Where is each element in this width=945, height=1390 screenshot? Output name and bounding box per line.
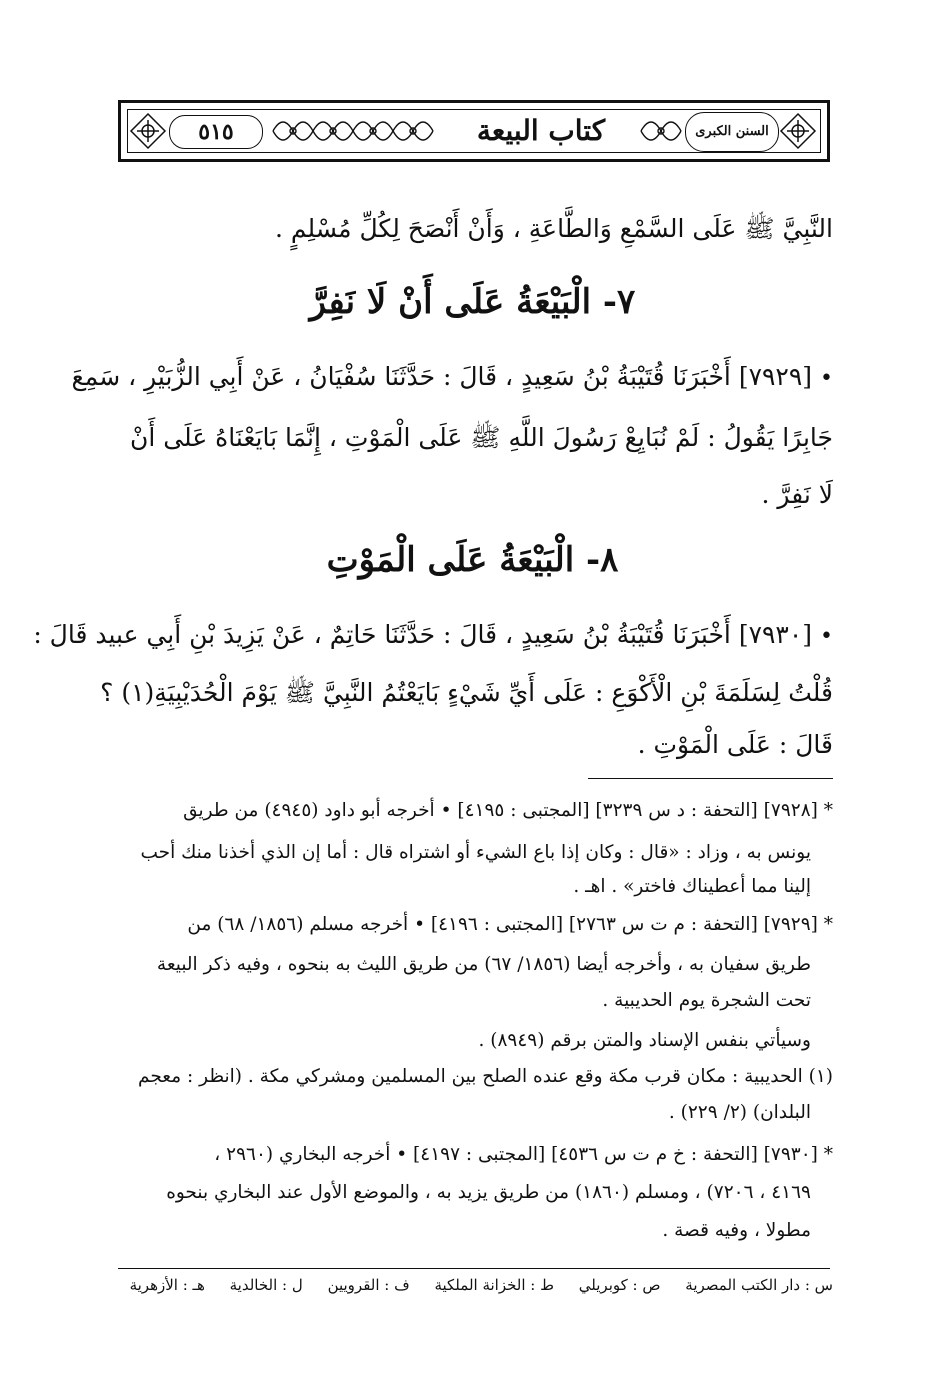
footnote-line: * [٧٩٣٠] [التحفة : خ م ت س ٤٥٣٦] [المجتبى : ٤١٩٧] • أخرجه البخاري (٢٩٦٠ ،: [214, 1144, 833, 1165]
footnote-line: * [٧٩٢٩] [التحفة : م ت س ٢٧٦٣] [المجتبى : ٤١٩٦] • أخرجه مسلم (١٨٥٦/ ٦٨) من: [187, 914, 833, 935]
page-header-banner: [118, 100, 830, 162]
section-heading: ٧- الْبَيْعَةُ عَلَى أَنْ لَا نَفِرَّ: [309, 282, 636, 322]
footnote-line: إلينا مما أعطيناك فاختر» . اهـ .: [573, 876, 811, 897]
manuscript-legend: [121, 1276, 833, 1294]
footnote-divider: [588, 778, 833, 779]
bullet-icon: •: [820, 624, 833, 649]
footnote-line: ٤١٦٩ ، ٧٢٠٦) ، ومسلم (١٨٦٠) من طريق يزيد به ، والموضع الأول عند البخاري بنحوه: [166, 1182, 811, 1203]
legend-item: هـ : الأزهرية: [129, 1276, 205, 1294]
footnote-line: وسيأتي بنفس الإسناد والمتن برقم (٨٩٤٩) .: [478, 1030, 811, 1051]
text-line: قَالَ : عَلَى الْمَوْتِ .: [637, 730, 833, 759]
footnote-line: (١) الحديبية : مكان قرب مكة وقع عنده الصلح بين المسلمين ومشركي مكة . (انظر : معجم: [138, 1066, 833, 1087]
footnote-line: مطولا ، وفيه قصة .: [662, 1220, 811, 1241]
bullet-icon: •: [820, 366, 833, 391]
text-line: النَّبِيَّ ﷺ عَلَى السَّمْعِ وَالطَّاعَةِ ، وَأَنْ أَنْصَحَ لِكُلِّ مُسْلِمٍ .: [275, 214, 833, 243]
text-line: لَا نَفِرَّ .: [761, 480, 833, 509]
hadith-text: [٧٩٢٩] أَخْبَرَنَا قُتَيْبَةُ بْنُ سَعِيدٍ ، قَالَ : حَدَّثَنَا سُفْيَانُ ، عَنْ أَبِي الزُّبَيْرِ ، سَمِعَ: [71, 362, 813, 391]
hadith-text: [٧٩٣٠] أَخْبَرَنَا قُتَيْبَةُ بْنُ سَعِيدٍ ، قَالَ : حَدَّثَنَا حَاتِمٌ ، عَنْ يَزِيدَ بْنِ أَبِي عبيد قَالَ :: [33, 620, 813, 649]
ornament-band-icon: [271, 109, 441, 153]
corner-ornament-icon: [777, 111, 819, 151]
section-heading: ٨- الْبَيْعَةُ عَلَى الْمَوْتِ: [326, 540, 619, 580]
corner-ornament-icon: [127, 111, 169, 151]
footnote-line: يونس به ، وزاد : «قال : وكان إذا باع الشيء أو اشتراه قال : أما إن الذي أخذنا منك أحب: [140, 842, 811, 863]
legend-item: س : دار الكتب المصرية: [685, 1276, 833, 1294]
legend-item: ص : كوبريلي: [578, 1276, 661, 1294]
seal-text: السنن الكبرى: [695, 124, 769, 139]
footnote-line: طريق سفيان به ، وأخرجه أيضا (١٨٥٦/ ٦٧) من طريق الليث به بنحوه ، وفيه ذكر البيعة: [156, 954, 811, 975]
book-seal-logo: [685, 112, 779, 152]
text-line: قُلْتُ لِسَلَمَةَ بْنِ الْأَكْوَعِ : عَلَى أَيِّ شَيْءٍ بَايَعْتُمُ النَّبِيَّ ﷺ يَوْمَ الْحُدَيْبِيَةِ(١) ؟: [100, 678, 833, 707]
legend-item: ط : الخزانة الملكية: [434, 1276, 554, 1294]
legend-divider: [118, 1268, 830, 1269]
legend-item: ف : القرويين: [327, 1276, 410, 1294]
footnote-line: تحت الشجرة يوم الحديبية .: [602, 990, 811, 1011]
footnote-line: البلدان) (٢/ ٢٢٩) .: [668, 1102, 811, 1123]
ornament-band-icon: [639, 109, 683, 153]
page-title: كتاب البيعة: [476, 114, 606, 147]
legend-item: ل : الخالدية: [229, 1276, 303, 1294]
text-line: [71, 362, 833, 391]
footnote-line: * [٧٩٢٨] [التحفة : د س ٣٢٣٩] [المجتبى : ٤١٩٥] • أخرجه أبو داود (٤٩٤٥) من طريق: [183, 800, 833, 821]
page-number: ٥١٥: [169, 115, 263, 149]
text-line: جَابِرًا يَقُولُ : لَمْ نُبَايِعْ رَسُولَ اللَّهِ ﷺ عَلَى الْمَوْتِ ، إِنَّمَا بَايَعْنَاهُ عَلَى أَنْ: [129, 423, 833, 452]
text-line: [33, 620, 833, 649]
